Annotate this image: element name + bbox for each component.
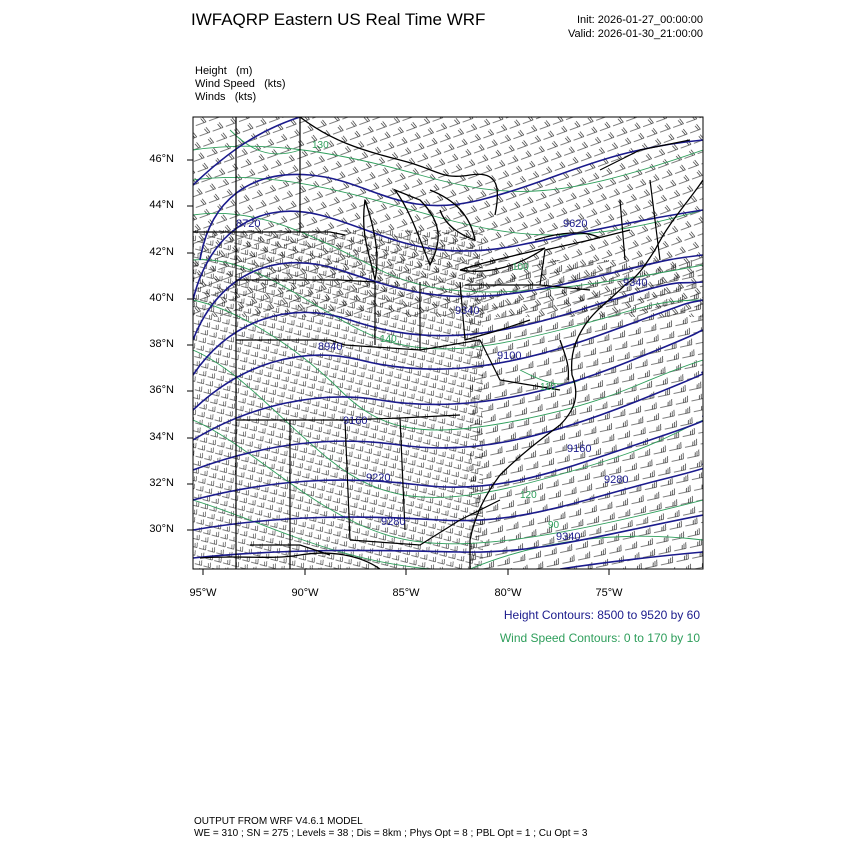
height-label: 9620	[563, 218, 588, 230]
wind-label: 120	[520, 490, 537, 501]
height-label: 9160	[343, 415, 368, 427]
lon-tick-label: 80°W	[494, 587, 522, 599]
wind-label: 110	[540, 382, 556, 393]
height-label: 9220	[366, 472, 391, 484]
lat-tick-label: 34°N	[149, 431, 174, 443]
init-time: Init: 2026-01-27_00:00:00	[577, 14, 703, 26]
lat-tick-label: 46°N	[149, 153, 174, 165]
field-height: Height (m)	[195, 65, 253, 77]
wind-label: 130	[312, 140, 329, 151]
field-wind-speed: Wind Speed (kts)	[195, 78, 286, 90]
wind-label: 100	[512, 262, 529, 273]
plot-title: IWFAQRP Eastern US Real Time WRF	[191, 10, 486, 29]
valid-time: Valid: 2026-01-30_21:00:00	[568, 28, 703, 40]
lat-tick-label: 42°N	[149, 246, 174, 258]
lat-tick-label: 32°N	[149, 477, 174, 489]
height-label: 9100	[497, 350, 522, 362]
lon-tick-label: 90°W	[291, 587, 319, 599]
height-label: 9340	[556, 531, 581, 543]
lat-tick-label: 44°N	[149, 199, 174, 211]
height-label: 9340	[455, 305, 480, 317]
height-label: 9160	[567, 443, 592, 455]
lat-tick-label: 38°N	[149, 338, 174, 350]
height-legend: Height Contours: 8500 to 9520 by 60	[503, 608, 700, 622]
lon-tick-label: 75°W	[595, 587, 623, 599]
height-label: 9280	[604, 474, 629, 486]
lon-tick-label: 85°W	[392, 587, 420, 599]
wind-barb-field-east	[470, 260, 703, 570]
wind-legend: Wind Speed Contours: 0 to 170 by 10	[499, 631, 700, 645]
field-winds: Winds (kts)	[195, 91, 257, 103]
wind-label: 90	[548, 520, 560, 531]
height-label: 9280	[381, 516, 406, 528]
lon-tick-label: 95°W	[189, 587, 217, 599]
model-version: OUTPUT FROM WRF V4.6.1 MODEL	[194, 816, 363, 827]
height-label: 8720	[236, 218, 261, 230]
lat-tick-label: 30°N	[149, 523, 174, 535]
lat-tick-label: 36°N	[149, 384, 174, 396]
model-config: WE = 310 ; SN = 275 ; Levels = 38 ; Dis = 8km ; Phys Opt = 8 ; PBL Opt = 1 ; Cu Opt = 3	[194, 828, 588, 839]
wind-label: 140	[380, 334, 397, 345]
model-info	[194, 816, 587, 840]
map-content	[193, 117, 710, 570]
lat-tick-label: 40°N	[149, 292, 174, 304]
height-label: 9340	[623, 277, 648, 289]
height-label: 8940	[318, 341, 343, 353]
